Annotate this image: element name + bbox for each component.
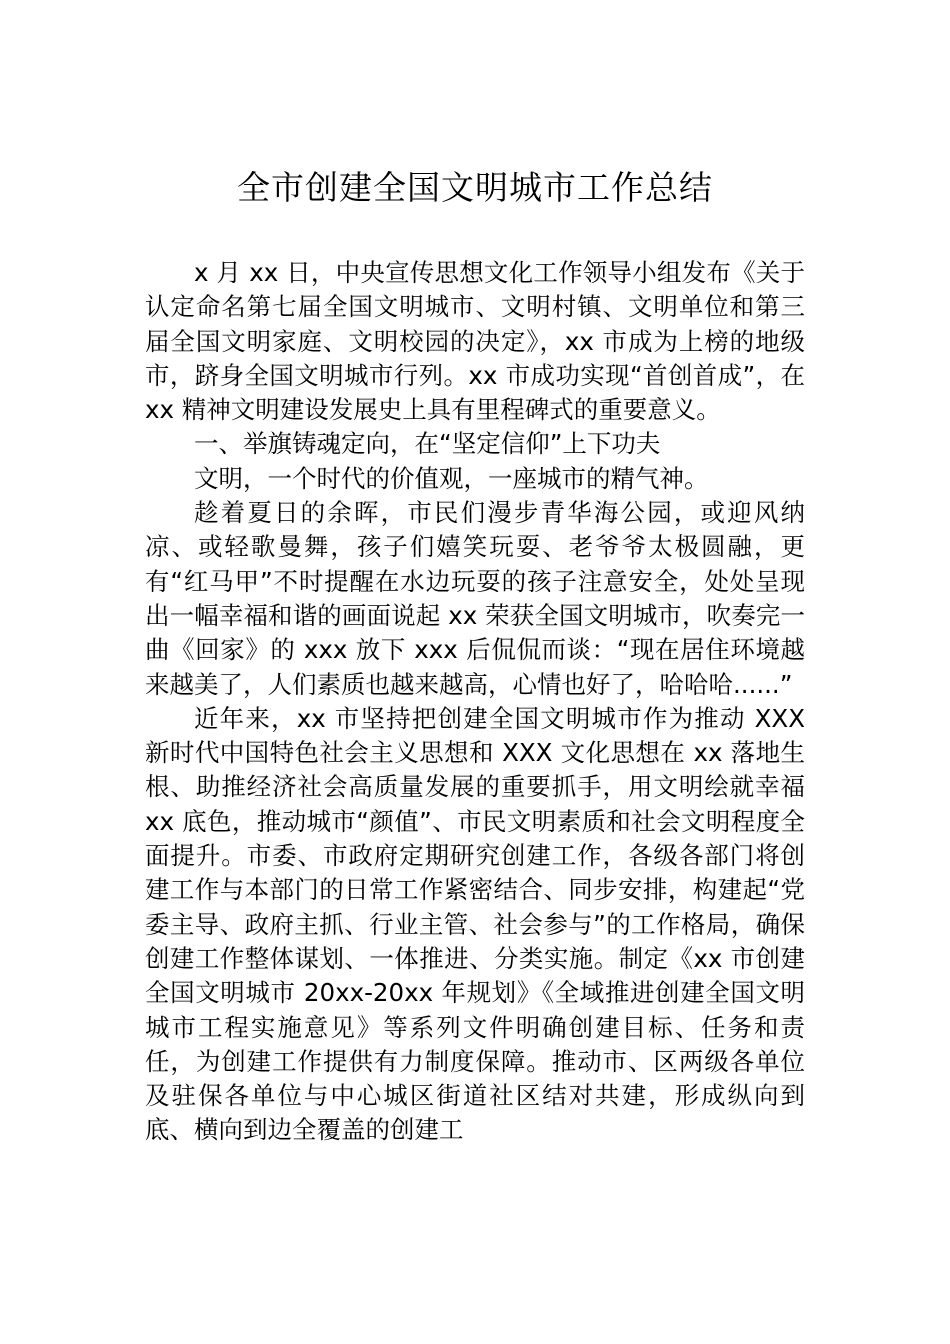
document-title: 全市创建全国文明城市工作总结 <box>237 168 713 207</box>
document-body <box>145 256 805 1148</box>
paragraph-recent-years: 近年来，xx 市坚持把创建全国文明城市作为推动 XXX 新时代中国特色社会主义思想和 XXX 文化思想在 xx 落地生根、助推经济社会高质量发展的重要抓手，用文明绘就幸福 xx 底色，推动城市“颜值”、市民文明素质和社会文明程度全面提升。市委、市政府定期研究创建工作，各级各部门将创建工作与本部门的日常工作紧密结合、同步安排，构建起“党委主导、政府主抓、行业主管、社会参与”的工作格局，确保创建工作整体谋划、一体推进、分类实施。制定《xx 市创建全国文明城市 20xx-20xx 年规划》《全域推进创建全国文明城市工程实施意见》等系列文件明确创建目标、任务和责任，为创建工作提供有力制度保障。推动市、区两级各单位及驻保各单位与中心城区街道社区结对共建，形成纵向到底、横向到边全覆盖的创建工 <box>145 703 805 1145</box>
section-heading: 一、举旗铸魂定向，在“坚定信仰”上下功夫 <box>194 429 661 459</box>
paragraph-summer-park: 趁着夏日的余晖，市民们漫步青华海公园，或迎风纳凉、或轻歌曼舞，孩子们嬉笑玩耍、老爷爷太极圆融，更有“红马甲”不时提醒在水边玩耍的孩子注意安全，处处呈现出一幅幸福和谐的画面说起 xx 荣获全国文明城市，吹奏完一曲《回家》的 xxx 放下 xxx 后侃侃而谈：“现在居住环境越来越美了，人们素质也越来越高，心情也好了，哈哈哈......” <box>145 498 805 699</box>
paragraph-intro: x 月 xx 日，中央宣传思想文化工作领导小组发布《关于认定命名第七届全国文明城市、文明村镇、文明单位和第三届全国文明家庭、文明校园的决定》，xx 市成为上榜的地级市，跻身全国文明城市行列。xx 市成功实现“首创首成”，在 xx 精神文明建设发展史上具有里程碑式的重要意义。 <box>145 258 805 425</box>
paragraph-civilization: 文明，一个时代的价值观，一座城市的精气神。 <box>194 463 709 493</box>
